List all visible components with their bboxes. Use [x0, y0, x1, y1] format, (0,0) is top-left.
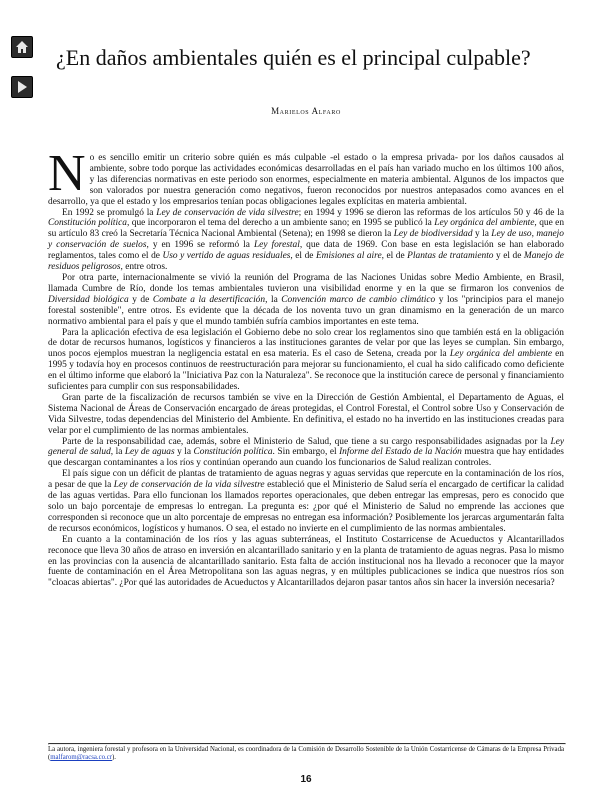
article-author: Marielos Alfaro	[271, 106, 341, 116]
text-run: muestra que hay entidades que descargan contaminantes a los ríos y continúan operando aun cuando los funcionarios de Salud realizan controles.	[48, 447, 564, 469]
law-title: Ley de conservación de la vida silvestre	[113, 480, 265, 491]
law-title: Ley orgánica del ambiente	[434, 218, 535, 229]
paragraph-8: En cuanto a la contaminación de los ríos y las aguas subterráneas, el Instituto Costarricense de Acueductos y Alcantarillados reconoce que lleva 30 años de atraso en inversión en alcantarillado sanitario y en la planta de tratamiento de aguas negras. Pasa lo mismo en las provincias con la ausencia de alcantarillado sanitario. Esta falta de acción institucional nos ha llevado a reconocer que la mayor fuente de contaminación en el Área Metropolitana son las aguas negras, y en múltiples publicaciones se indica que nuestros ríos son "cloacas abiertas". ¿Por qué las autoridades de Acueductos y Alcantarillados dejaron pasar tantos años sin hacer la inversión necesaria?	[48, 534, 564, 589]
text-run: . Sin embargo, el	[272, 447, 340, 458]
home-button[interactable]	[11, 36, 33, 58]
law-title: Constitución política	[193, 447, 273, 458]
text-run: y los "principios para el manejo forestal sostenible", entre otros. Es evidente que la década de los noventa tuvo un gran dinamismo en la generación de un marco normativo ambiental para el país y que el mundo también sufría cambios importantes en este tema.	[48, 294, 564, 327]
law-title: Ley forestal	[253, 240, 300, 251]
law-title: Constitución política	[48, 218, 127, 229]
text-run: , que en su artículo 83 creó la Secretaría Técnica Nacional Ambiental (Setena); en 1998 se dieron la	[48, 218, 565, 240]
convention-title: Diversidad biológica	[48, 294, 129, 305]
text-run: , entre otros.	[120, 262, 168, 273]
text-run: , y en 1996 se reformó la	[146, 240, 254, 251]
text-run: en 1995 y todavía hoy en procesos continuos de reestructuración para mejorar su funcionamiento, el cual ha sido calificado como deficiente en el último informe que elaboró la "Iniciativa Paz con la Naturaleza". Se reconoce que la institución carece de personal y financiamiento suficientes para cumplir con sus responsabilidades.	[48, 349, 564, 393]
article-body	[48, 145, 565, 589]
paragraph-1-text: o es sencillo emitir un criterio sobre quién es más culpable -el estado o la empresa privada- por los daños causados al ambiente, sobre todo porque las actividades económicas desarrolladas en el país han variado mucho en los últimos 100 años, y las diferencias normativas en este periodo son enormes, especialmente en materia ambiental. Algunos de los impactos que son valorados por nuestra generación como negativos, fueron reconocidos por nuestros antepasados como avances en el desarrollo, ya que el estado y los empresarios tenían pocas obligaciones legales explícitas en materia ambiental.	[48, 153, 564, 207]
paragraph-2	[48, 208, 564, 273]
convention-title: Convención marco de cambio climático	[281, 294, 436, 305]
text-run: y el de	[493, 251, 524, 262]
law-title: Ley de uso, manejo y conservación de suelos	[48, 229, 564, 251]
text-run: y la	[472, 229, 492, 240]
text-run: y la	[174, 447, 194, 458]
footnote-divider	[48, 743, 566, 745]
article-title: ¿En daños ambientales quién es el principal culpable?	[56, 45, 531, 70]
text-run: y de	[128, 294, 153, 305]
text-run: estableció que el Ministerio de Salud sería el encargado de certificar la calidad de las aguas vertidas. Para ello funcionan los llamados reportes operacionales, que deben entregar las empresas, pero es conocido que solo un bajo porcentaje de empresas lo entregan. La pregunta es: ¿por qué el Ministerio de Salud no emprende las acciones que corresponden si reconoce que un alto porcentaje de empresas no entregan esa información? Posiblemente los jerarcas argumentarán falta de recursos económicos, logísticos y humanos. O sea, el estado no invierte en el cumplimiento de las normas ambientales.	[48, 480, 564, 534]
footnote-text: La autora, ingeniera forestal y profesora en la Universidad Nacional, es coordinadora de la Comisión de Desarrollo Sostenible de la Unión Costarricense de Cámaras de la Empresa Privada (	[48, 746, 564, 762]
page-number: 16	[300, 774, 312, 785]
text-run: , que incorporaron el tema del derecho a un ambiente sano; en 1995 se publicó la	[127, 218, 435, 229]
convention-title: Combate a la desertificación	[152, 294, 266, 305]
text-run: ; en 1994 y 1996 se dieron las reformas de los artículos 50 y 46 de la	[298, 207, 564, 218]
paragraph-1	[48, 145, 564, 208]
report-title: Informe del Estado de la Nación	[339, 447, 462, 458]
paragraph-4	[48, 328, 564, 393]
regulation-title: Emisiones al aire	[315, 251, 382, 262]
home-icon	[14, 39, 30, 55]
paragraph-5: Gran parte de la fiscalización de recursos también se vive en la Dirección de Gestión Ambiental, el Departamento de Aguas, el Sistema Nacional de Áreas de Conservación encargado de áreas protegidas, el Control Forestal, el Control sobre Uso y Conservación de Vida Silvestre, todas dependencias del Ministerio del Ambiente. En definitiva, el estado no ha invertido en las instituciones creadas para velar por el cumplimiento de las normas ambientales.	[48, 392, 564, 436]
text-run: Parte de la responsabilidad cae, además, sobre el Ministerio de Salud, que tiene a su cargo responsabilidades asignadas por la	[62, 436, 551, 447]
law-title: Ley general de salud	[48, 436, 564, 458]
law-title: Ley orgánica del ambiente	[449, 349, 553, 360]
regulation-title: Plantas de tratamiento	[407, 251, 494, 262]
paragraph-6	[48, 437, 564, 470]
author-email-link[interactable]: malfarom@racsa.co.cr	[50, 754, 112, 762]
play-arrow-icon	[14, 79, 30, 95]
text-run: Por otra parte, internacionalmente se vivió la reunión del Programa de las Naciones Unidas sobre Medio Ambiente, en Brasil, llamada Cumbre de Río, donde los temas ambientales tuvieron una visibilidad enorme y en la que se firmaron los convenios de	[48, 272, 564, 294]
law-title: Ley de aguas	[124, 447, 175, 458]
text-run: , la	[265, 294, 282, 305]
regulation-title: Manejo de residuos peligrosos	[48, 251, 564, 273]
law-title: Ley de conservación de vida silvestre	[156, 207, 299, 218]
text-run: En 1992 se promulgó la	[62, 207, 157, 218]
footnote-text-end: ).	[112, 754, 116, 762]
drop-cap: N	[48, 145, 86, 202]
text-run: , la	[110, 447, 125, 458]
text-run: , el de	[381, 251, 408, 262]
author-footnote	[48, 746, 564, 763]
regulation-title: Uso y vertido de aguas residuales	[162, 251, 291, 262]
text-run: , el de	[290, 251, 316, 262]
paragraph-3	[48, 273, 564, 328]
text-run: , que data de 1969. Con base en esta legislación se han elaborado reglamentos, tales como el de	[48, 240, 564, 262]
text-run: Para la aplicación efectiva de esa legislación el Gobierno debe no solo crear los reglamentos sino que también está en la obligación de dotar de recursos humanos, logísticos y financieros a las instituciones garantes de velar por que las leyes se cumplan. Sin embargo, unos pocos ejemplos muestran la negligencia estatal en esa materia. Es el caso de Setena, creada por la	[48, 327, 564, 360]
next-page-button[interactable]	[11, 76, 33, 98]
law-title: Ley de biodiversidad	[393, 229, 473, 240]
paragraph-7	[48, 469, 564, 534]
text-run: El país sigue con un déficit de plantas de tratamiento de aguas negras y aguas servidas que repercute en la contaminación de los ríos, a pesar de que la	[48, 469, 564, 491]
